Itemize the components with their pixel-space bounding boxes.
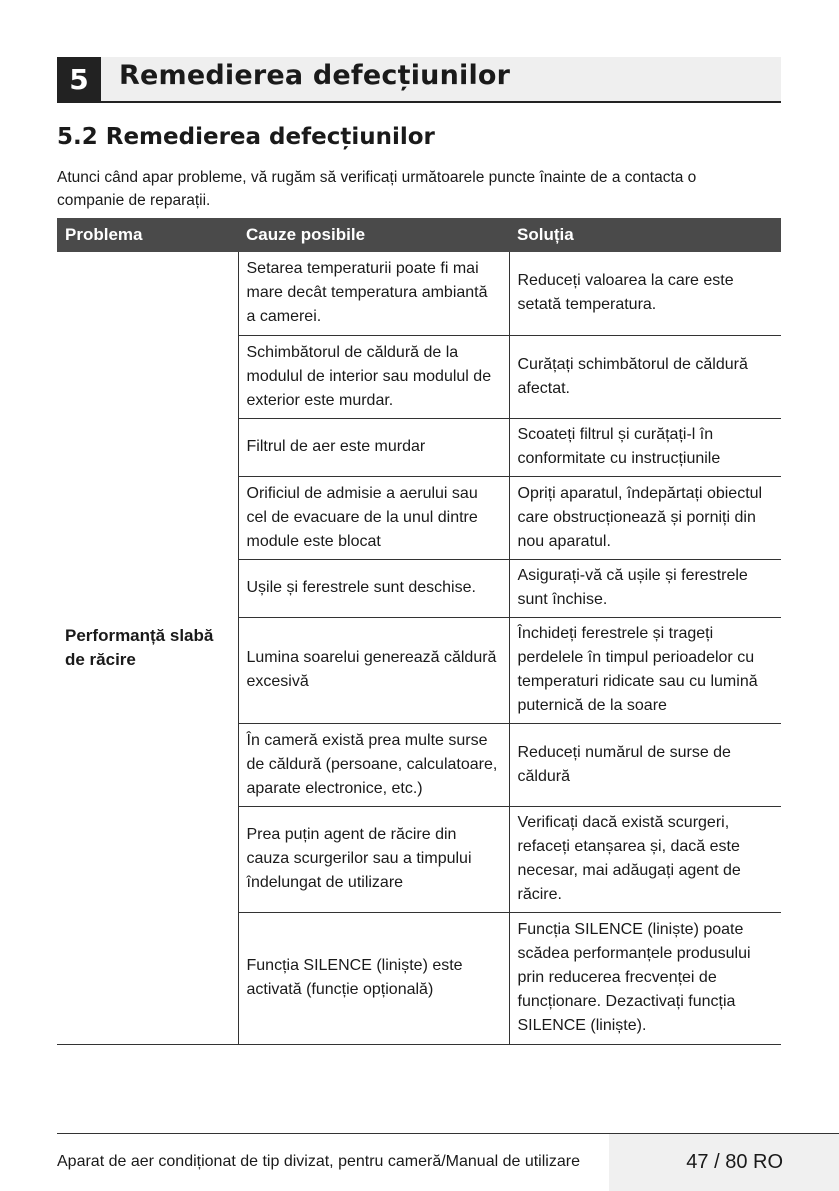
solution-cell: Curățați schimbătorul de căldură afectat. <box>509 335 781 418</box>
page-number: 47 / 80 RO <box>609 1134 839 1191</box>
section-title: 5.2 Remedierea defecțiunilor <box>57 124 435 150</box>
solution-cell: Asigurați-vă că ușile și ferestrele sunt închise. <box>509 559 781 617</box>
cause-cell: Prea puțin agent de răcire din cauza scurgerilor sau a timpului îndelungat de utilizare <box>238 806 509 912</box>
cause-cell: Schimbătorul de căldură de la modulul de interior sau modulul de exterior este murdar. <box>238 335 509 418</box>
cause-cell: Setarea temperaturii poate fi mai mare decât temperatura ambiantă a camerei. <box>238 252 509 335</box>
cause-cell: Orificiul de admisie a aerului sau cel de evacuare de la unul dintre module este blocat <box>238 476 509 559</box>
table-header-row <box>57 218 781 252</box>
chapter-header <box>57 57 781 103</box>
cause-cell: Filtrul de aer este murdar <box>238 418 509 476</box>
footer-text: Aparat de aer condiționat de tip divizat, pentru cameră/Manual de utilizare <box>57 1153 580 1170</box>
cause-cell: Lumina soarelui generează căldură excesivă <box>238 617 509 723</box>
chapter-number: 5 <box>57 57 101 101</box>
header-problem: Problema <box>57 218 238 252</box>
problem-cell: Performanță slabă de răcire <box>57 252 238 1044</box>
solution-cell: Funcția SILENCE (liniște) poate scădea performanțele produsului prin reducerea frecvenței de funcționare. Dezactivați funcția SILENCE (liniște). <box>509 912 781 1044</box>
cause-cell: Funcția SILENCE (liniște) este activată (funcție opțională) <box>238 912 509 1044</box>
header-solution: Soluția <box>509 218 781 252</box>
chapter-title: Remedierea defecțiunilor <box>119 60 511 91</box>
solution-cell: Reduceți valoarea la care este setată temperatura. <box>509 252 781 335</box>
intro-text: Atunci când apar probleme, vă rugăm să verificați următoarele puncte înainte de a contacta o companie de reparații. <box>57 169 697 209</box>
solution-cell: Închideți ferestrele și trageți perdelele în timpul perioadelor cu temperaturi ridicate sau cu lumină puternică de la soare <box>509 617 781 723</box>
cause-cell: În cameră există prea multe surse de căldură (persoane, calculatoare, aparate electronice, etc.) <box>238 723 509 806</box>
troubleshooting-table <box>57 218 781 1045</box>
cause-cell: Ușile și ferestrele sunt deschise. <box>238 559 509 617</box>
solution-cell: Verificați dacă există scurgeri, refaceți etanșarea și, dacă este necesar, mai adăugați agent de răcire. <box>509 806 781 912</box>
solution-cell: Scoateți filtrul și curățați-l în conformitate cu instrucțiunile <box>509 418 781 476</box>
solution-cell: Reduceți numărul de surse de căldură <box>509 723 781 806</box>
header-causes: Cauze posibile <box>238 218 509 252</box>
solution-cell: Opriți aparatul, îndepărtați obiectul care obstrucționează și porniți din nou aparatul. <box>509 476 781 559</box>
table-row <box>57 252 781 335</box>
